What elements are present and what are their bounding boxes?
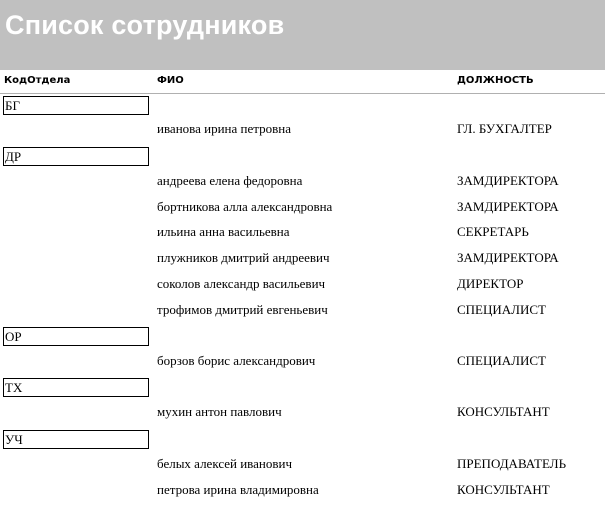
employee-fio: соколов александр васильевич — [157, 276, 326, 291]
employee-fio: петрова ирина владимировна — [157, 482, 319, 497]
employee-fio: трофимов дмитрий евгеньевич — [157, 302, 328, 317]
department-code-box — [3, 96, 149, 115]
employee-position: ДИРЕКТОР — [457, 276, 524, 291]
department-code-box — [3, 430, 149, 449]
column-header-fio: ФИО — [157, 75, 184, 86]
employee-fio: борзов борис александрович — [157, 353, 316, 368]
employee-position: ЗАМДИРЕКТОРА — [457, 173, 559, 188]
employee-fio: иванова ирина петровна — [157, 121, 291, 136]
report-header — [0, 0, 605, 70]
employee-position: СПЕЦИАЛИСТ — [457, 302, 546, 317]
employee-position: КОНСУЛЬТАНТ — [457, 482, 550, 497]
employee-fio: ильина анна васильевна — [157, 224, 290, 239]
employee-position: КОНСУЛЬТАНТ — [457, 404, 550, 419]
employee-position: ГЛ. БУХГАЛТЕР — [457, 121, 552, 136]
department-code: ДР — [5, 149, 22, 164]
employee-position: СПЕЦИАЛИСТ — [457, 353, 546, 368]
column-header-code: КодОтдела — [4, 75, 71, 86]
employee-fio: плужников дмитрий андреевич — [157, 250, 330, 265]
employee-fio: андреева елена федоровна — [157, 173, 303, 188]
department-code-box — [3, 147, 149, 166]
employee-position: ПРЕПОДАВАТЕЛЬ — [457, 456, 567, 471]
employee-position: СЕКРЕТАРЬ — [457, 224, 529, 239]
employee-fio: бортникова алла александровна — [157, 199, 333, 214]
department-code-box — [3, 378, 149, 397]
employee-fio: мухин антон павлович — [157, 404, 282, 419]
header-divider — [0, 93, 605, 94]
department-code: ОР — [5, 329, 22, 344]
employee-position: ЗАМДИРЕКТОРА — [457, 199, 559, 214]
employee-position: ЗАМДИРЕКТОРА — [457, 250, 559, 265]
department-code-box — [3, 327, 149, 346]
department-code: ТХ — [5, 380, 23, 395]
column-header-position: ДОЛЖНОСТЬ — [457, 75, 534, 86]
report-title: Список сотрудников — [5, 10, 285, 40]
department-code: УЧ — [5, 432, 23, 447]
employee-fio: белых алексей иванович — [157, 456, 293, 471]
department-code: БГ — [5, 98, 20, 113]
